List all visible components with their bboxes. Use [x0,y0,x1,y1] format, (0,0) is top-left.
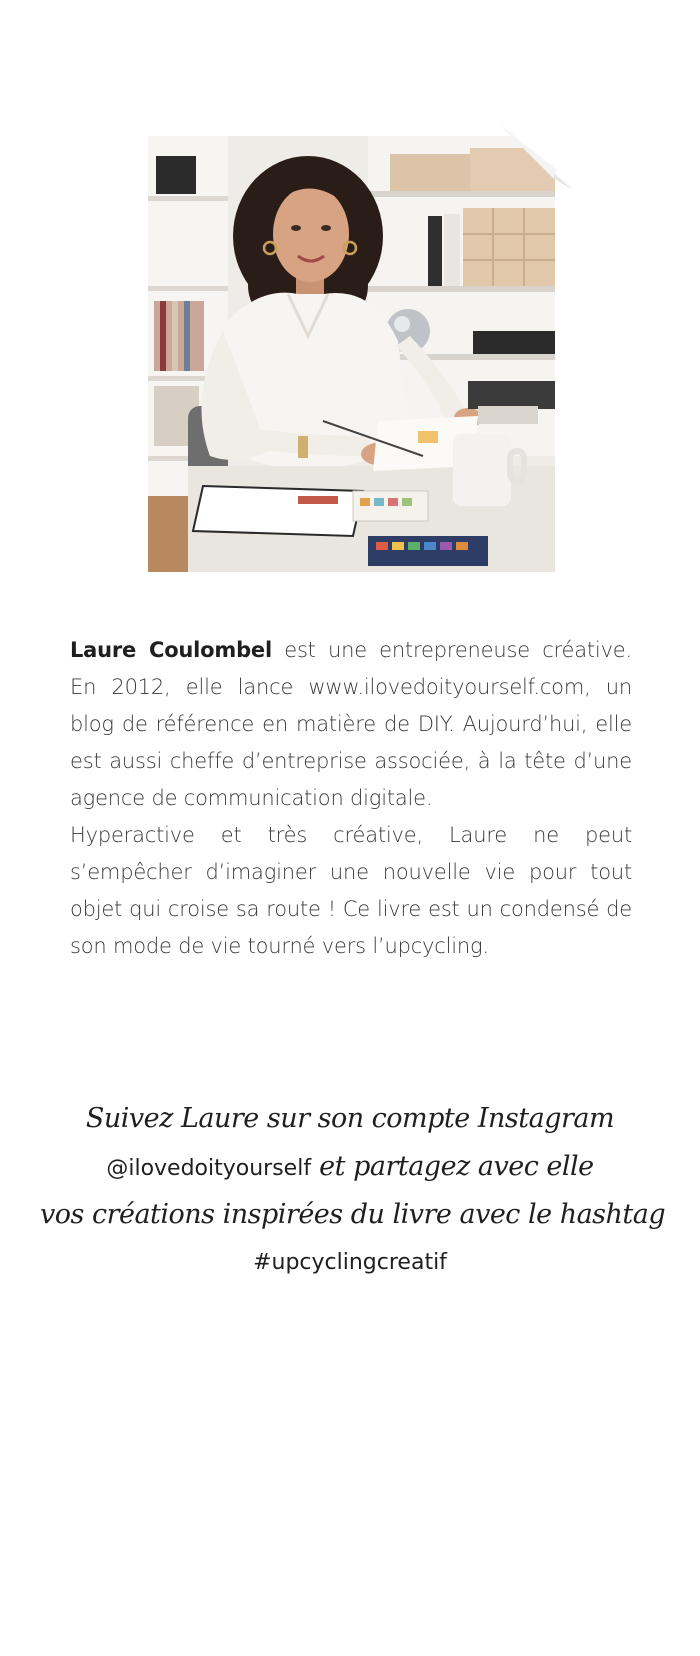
page-curl-decoration [497,120,577,200]
bio-paragraph-2: Hyperactive et très créative, Laure ne peut s’empêcher d’imaginer une nouvelle vie pour tout objet qui croise sa route ! Ce livre est un condensé de son mode de vie tourné vers l’upcycling. [70,823,632,958]
instagram-callout [40,1095,666,1287]
instagram-line-1: Suivez Laure sur son compte Instagram [85,1103,615,1134]
bio-paragraph-1 [70,632,632,817]
bio-paragraph-1-text: est une entrepreneuse créative. En 2012, elle lance www.ilovedoityourself.com, un blog de référence en matière de DIY. Aujourd’hui, elle est aussi cheffe d’entreprise associée, à la tête d’une agence de communication digitale. [70,638,632,810]
author-bio [70,632,632,965]
author-photo [148,136,555,572]
instagram-handle: @ilovedoityourself [106,1156,312,1181]
instagram-line-2-text: et partagez avec elle [311,1151,594,1182]
instagram-line-3: vos créations inspirées du livre avec le hashtag [40,1199,666,1230]
author-name: Laure Coulombel [70,638,272,662]
instagram-line-2 [40,1143,660,1191]
instagram-hashtag: #upcyclingcreatif [253,1250,447,1275]
